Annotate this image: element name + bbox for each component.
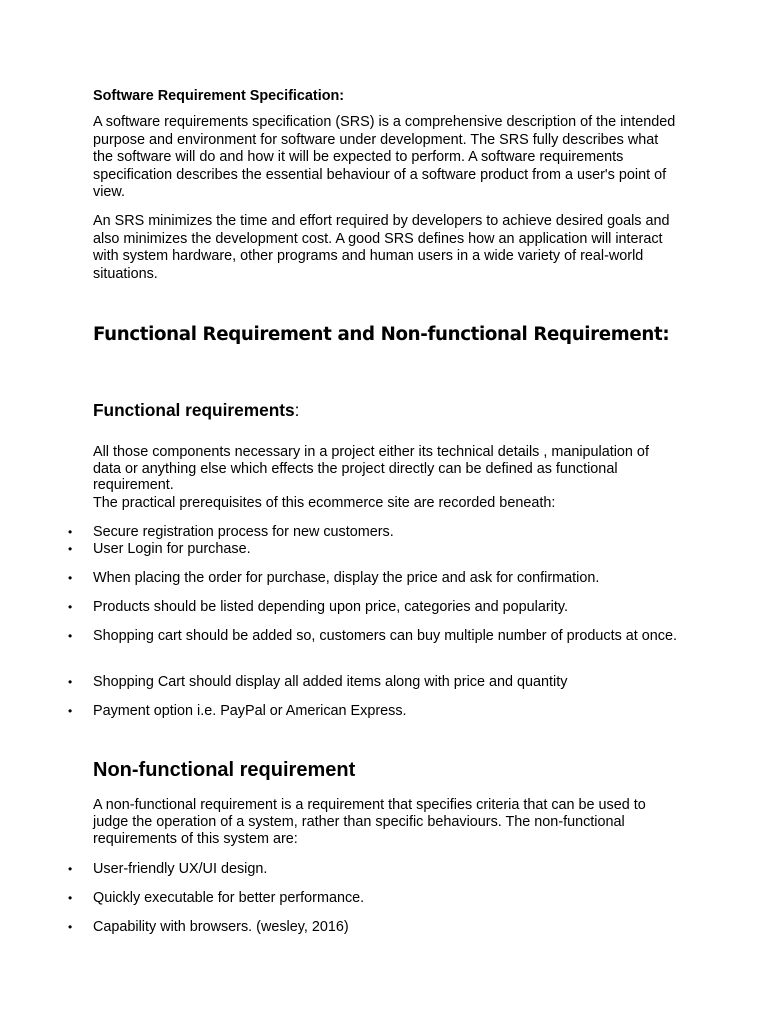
list-item: • Quickly executable for better performance. [68,890,365,906]
bullet-icon: • [68,675,73,689]
bullet-icon: • [68,542,73,556]
list-item: • When placing the order for purchase, display the price and ask for confirmation. [68,570,600,586]
list-item: • Capability with browsers. (wesley, 2016) [68,919,349,935]
bullet-icon: • [68,571,73,585]
bullet-icon: • [68,704,73,718]
nonfunctional-intro: A non-functional requirement is a requirement that specifies criteria that can be used to judge the operation of a system, rather than specific behaviours. The non-functional requirements of this system are: [93,797,646,847]
functional-nonfunctional-heading: Functional Requirement and Non-functional Requirement: [93,324,670,345]
bullet-icon: • [68,600,73,614]
bullet-icon: • [68,862,73,876]
list-item: • Payment option i.e. PayPal or American Express. [68,703,407,719]
bullet-icon: • [68,629,73,643]
list-item: • Shopping Cart should display all added items along with price and quantity [68,674,568,690]
list-item: • Shopping cart should be added so, customers can buy multiple number of products at once. [68,628,677,644]
functional-intro: All those components necessary in a project either its technical details , manipulation of data or anything else which effects the project directly can be defined as functional requirement. [93,444,649,493]
srs-paragraph-1: A software requirements specification (SRS) is a comprehensive description of the intended purpose and environment for software under development. The SRS fully describes what the software will do and how it will be expected to perform. A software requirements specification describes the essential behaviour of a software product from a user's point of view. [93,114,676,201]
list-item: • User Login for purchase. [68,541,251,557]
bullet-icon: • [68,891,73,905]
bullet-icon: • [68,920,73,934]
srs-heading: Software Requirement Specification: [93,88,345,104]
functional-requirements-heading [93,400,299,421]
list-item: • Secure registration process for new customers. [68,524,394,540]
nonfunctional-heading: Non-functional requirement [93,759,356,781]
list-item: • User-friendly UX/UI design. [68,861,268,877]
list-item: • Products should be listed depending upon price, categories and popularity. [68,599,568,615]
bullet-icon: • [68,525,73,539]
functional-intro-2: The practical prerequisites of this ecommerce site are recorded beneath: [93,495,556,511]
functional-heading-colon: : [294,400,300,420]
functional-heading-text: Functional requirements [93,400,295,420]
srs-paragraph-2: An SRS minimizes the time and effort required by developers to achieve desired goals and also minimizes the development cost. A good SRS defines how an application will interact with system hardware, other programs and human users in a wide variety of real-world situations. [93,213,670,282]
